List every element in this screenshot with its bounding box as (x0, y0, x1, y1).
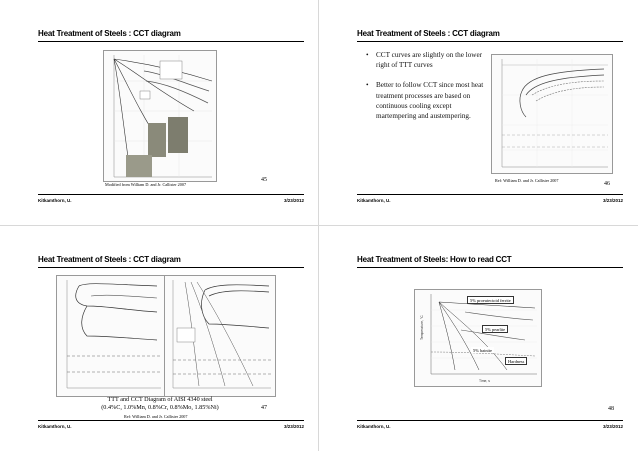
footer-date: 3/23/2012 (283, 198, 304, 203)
footer-rule (38, 420, 304, 421)
bullet-item: • CCT curves are slightly on the lower right of TTT curves (366, 50, 486, 70)
page-number: 45 (261, 177, 267, 183)
y-axis-label: Temperature, °C (420, 315, 424, 340)
title-rule (38, 41, 304, 42)
slide-46 (319, 0, 637, 225)
footer-rule (357, 420, 623, 421)
figure-credit: Modified from William D. and Jr. Callister 2007 (105, 182, 187, 187)
cct-diagram-figure (103, 50, 217, 182)
footer-rule (38, 194, 304, 195)
slide-title: Heat Treatment of Steels : CCT diagram (38, 255, 181, 264)
cct-diagram-graphic (104, 51, 216, 181)
cct-diagram-graphic (492, 55, 612, 173)
page-number: 46 (604, 181, 610, 187)
figure-caption (60, 396, 260, 412)
figure-credit: Ref: William D. and Jr. Callister 2007 (495, 178, 559, 183)
title-rule (38, 267, 304, 268)
bullet-list (366, 50, 486, 131)
footer-date: 3/23/2012 (283, 424, 304, 429)
footer-date: 3/23/2012 (602, 424, 623, 429)
cct-diagram-figure (164, 275, 276, 397)
page-number: 48 (608, 406, 614, 412)
slide-47 (0, 226, 318, 451)
cct-reading-graphic (415, 290, 541, 386)
caption-line: (0.4%C, 1.0%Mn, 0.8%Cr, 0.8%Mo, 1.85%Ni) (101, 404, 219, 411)
footer-author: Kitkamthorn, U. (38, 424, 72, 429)
cct-diagram-graphic (165, 276, 275, 396)
slide-title: Heat Treatment of Steels : CCT diagram (357, 29, 500, 38)
label-pearlite: 5% pearlite (482, 325, 508, 333)
footer-date: 3/23/2012 (602, 198, 623, 203)
bullet-item: • Better to follow CCT since most heat treatment processes are based on continuous cooling except martempering and austempering. (366, 80, 486, 121)
label-bainite: 5% bainite (473, 347, 492, 353)
label-hardness: Hardness (505, 357, 527, 365)
title-rule (357, 267, 623, 268)
slide-45 (0, 0, 318, 225)
slide-title: Heat Treatment of Steels : CCT diagram (38, 29, 181, 38)
ttt-diagram-graphic (57, 276, 165, 396)
title-rule (357, 41, 623, 42)
footer-author: Kitkamthorn, U. (357, 198, 391, 203)
x-axis-label: Time, s (479, 379, 490, 383)
caption-line: TTT and CCT Diagram of AISI 4340 steel (107, 396, 213, 403)
slide-48 (319, 226, 637, 451)
label-ferrite: 5% proeutectoid ferrite (467, 296, 514, 304)
slide-title: Heat Treatment of Steels: How to read CCT (357, 255, 512, 264)
ttt-diagram-figure (56, 275, 166, 397)
footer-author: Kitkamthorn, U. (38, 198, 72, 203)
page-number: 47 (261, 405, 267, 411)
figure-credit: Ref: William D. and Jr. Callister 2007 (124, 414, 188, 419)
footer-author: Kitkamthorn, U. (357, 424, 391, 429)
cct-diagram-figure (491, 54, 613, 174)
footer-rule (357, 194, 623, 195)
